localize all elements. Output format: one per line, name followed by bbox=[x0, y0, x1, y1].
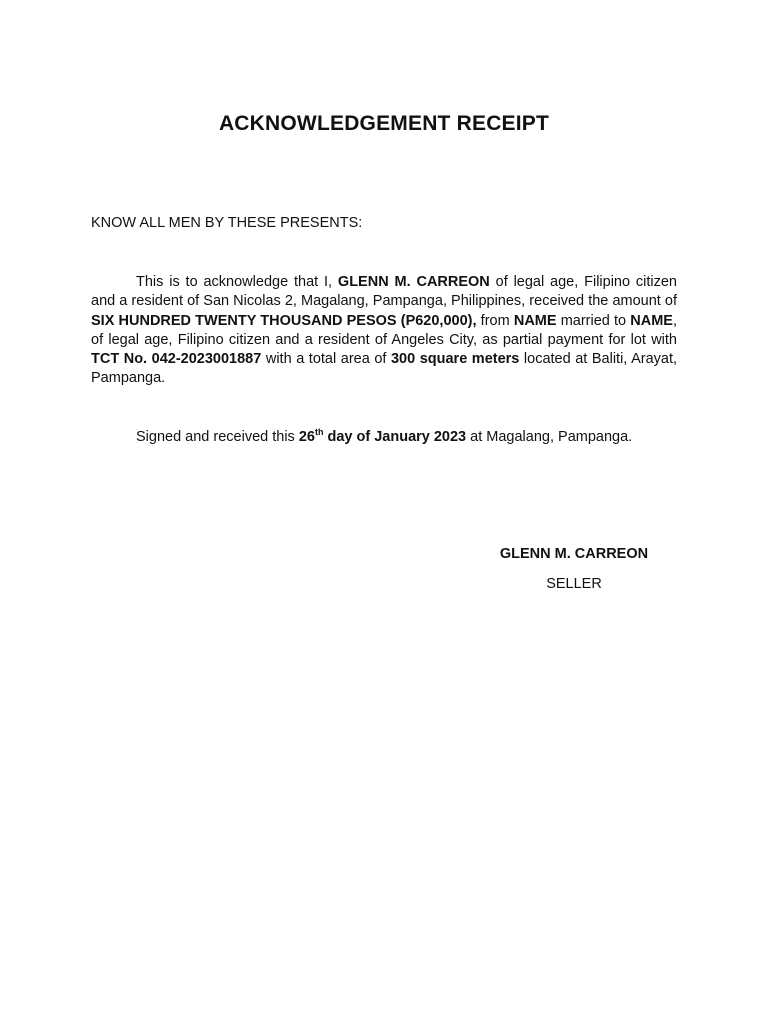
signed-day: 26 bbox=[298, 429, 315, 445]
body-text-5: , of legal age, Filipino citizen and a resident of Angeles City, as partial payment for lot with bbox=[91, 312, 677, 348]
lot-area: 300 square meters bbox=[390, 351, 520, 368]
signatory-block bbox=[474, 545, 674, 593]
signatory-role: SELLER bbox=[546, 576, 602, 592]
document-title: ACKNOWLEDGEMENT RECEIPT bbox=[218, 112, 550, 135]
seller-name: GLENN M. CARREON bbox=[337, 274, 490, 290]
signed-paragraph bbox=[91, 428, 677, 447]
buyer-name: NAME bbox=[513, 312, 557, 329]
body-text-2: of legal age, Filipino citizen and a resident of San Nicolas 2, Magalang, Pampanga, Philippines, received the amount of bbox=[91, 274, 677, 310]
body-text-1: This is to acknowledge that I, bbox=[136, 274, 338, 290]
signed-prefix: Signed and received this bbox=[136, 429, 299, 445]
body-paragraph bbox=[91, 273, 677, 389]
signed-month-year: day of January 2023 bbox=[323, 429, 467, 445]
body-text-4: married to bbox=[556, 312, 631, 329]
amount: SIX HUNDRED TWENTY THOUSAND PESOS (P620,000), bbox=[91, 312, 477, 329]
signed-day-suffix: th bbox=[314, 427, 324, 437]
signatory-name: GLENN M. CARREON bbox=[499, 546, 649, 562]
salutation: KNOW ALL MEN BY THESE PRESENTS: bbox=[91, 215, 363, 231]
body-text-7: located at Baliti, Arayat, Pampanga. bbox=[91, 351, 678, 387]
tct-number: TCT No. 042-2023001887 bbox=[91, 351, 262, 368]
spouse-name: NAME bbox=[630, 312, 673, 329]
signed-location: at Magalang, Pampanga. bbox=[466, 429, 633, 445]
body-text-6: with a total area of bbox=[261, 351, 391, 368]
body-text-3: from bbox=[476, 312, 514, 329]
